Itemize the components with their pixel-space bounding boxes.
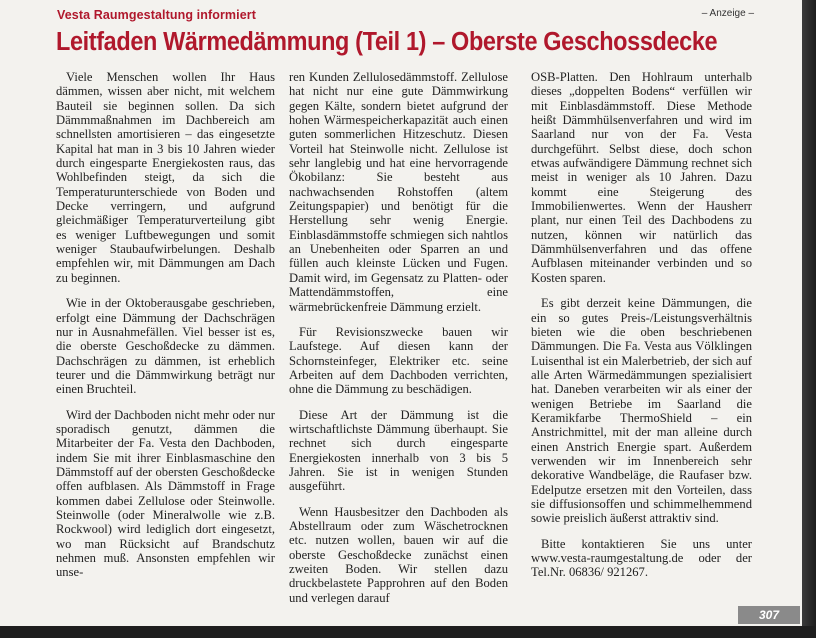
paragraph: Wie in der Oktoberausgabe geschrieben, erfolgt eine Dämmung der Dachschrägen nur in Ausnahmefällen. Viel besser ist es, die oberste Geschoßdecke zu dämmen. Dachschrägen zu dämmen, ist erheblich teurer und die Dämmwirkung beträgt nur einen Bruchteil. [56,296,275,397]
article-title: Leitfaden Wärmedämmung (Teil 1) – Oberste Geschossdecke [56,28,718,56]
paragraph: Bitte kontaktieren Sie uns unter www.vesta-raumgestaltung.de oder der Tel.Nr. 06836/ 921267. [531,536,752,580]
paragraph: Es gibt derzeit keine Dämmungen, die ein so gutes Preis-/Leistungsverhältnis bieten wie die oben beschriebenen Dämmungen. Die Fa. Vesta aus Völklingen Luisenthal ist ein Malerbetrieb, der sich auf alle Arten Wärmedämmungen spezialisiert hat. Daneben verarbeiten wir als einer der wenigen Betriebe im Saarland die Keramikfarbe ThermoShield – ein Anstrichmittel, mit der man alleine durch einen Anstrich Energie spart. Außerdem verwenden wir im Innenbereich sehr dekorative Wandbeläge, die Raufaser bzw. Edelputze ersetzen mit den Vorteilen, dass sie diffusionsoffen und schimmelhemmend sowie preislich äußerst attraktiv sind. [531,296,752,526]
paragraph: Für Revisionszwecke bauen wir Laufstege. Auf diesen kann der Schornsteinfeger, Elektriker etc. seine Arbeiten auf dem Dachboden verrichten, ohne die Dämmung zu beschädigen. [289,324,508,397]
kicker: Vesta Raumgestaltung informiert [57,8,256,22]
paragraph: Wenn Hausbesitzer den Dachboden als Abstellraum oder zum Wäschetrocknen etc. nutzen wollen, bauen wir auf die oberste Geschoßdecke zunächst einen zweiten Boden. Wir stellen dazu druckbelastete Papprohren auf den Boden und verlegen darauf [289,504,508,605]
text-column-1 [56,70,275,591]
paragraph: Viele Menschen wollen Ihr Haus dämmen, wissen aber nicht, mit welchem Bauteil sie beginnen sollen. Da sich Dämmmaßnahmen im Dachbereich am schnellsten amortisieren – das eingesetzte Kapital hat man in 3 bis 10 Jahren wieder durch eingesparte Energiekosten raus, das Wohlbefinden steigt, da sich die Temperaturunterschiede von Boden und Decke verringern, und aufgrund gleichmäßiger Temperaturverteilung gibt es weniger Luftbewegungen und somit weniger Staubaufwirbelungen. Deshalb empfehlen wir, mit Dämmungen am Dach zu beginnen. [56,70,275,285]
text-column-3 [531,70,752,591]
page-edge-shadow [802,0,816,638]
paragraph: OSB-Platten. Den Hohlraum unterhalb dieses „doppelten Bodens“ verfüllen wir mit Einblasdämmstoff. Diese Methode heißt Dämmhülsenverfahren und wird im Saarland nur von der Fa. Vesta durchgeführt. Selbst diese, doch schon etwas aufwändigere Dämmung rechnet sich meist in weniger als 10 Jahren. Dazu kommt eine Steigerung des Immobilienwertes. Wenn der Hausherr plant, nur einen Teil des Dachbodens zu nutzen, können wir natürlich das Dämmhülsenverfahren und das offene Aufblasen miteinander verbinden und so Kosten sparen. [531,70,752,285]
text-column-2 [289,70,508,616]
paragraph: ren Kunden Zellulosedämmstoff. Zellulose hat nicht nur eine gute Dämmwirkung gegen Kälte, sondern bietet aufgrund der hohen Wärmespeicherkapazität auch einen guten sommerlichen Hitzeschutz. Diesen Vorteil hat Steinwolle nicht. Zellulose ist sehr langlebig und hat eine hervorragende Ökobilanz: Sie besteht aus nachwachsenden Rohstoffen (altem Zeitungspapier) und benötigt für die Herstellung sehr wenig Energie. Einblasdämmstoffe schmiegen sich nahtlos an Unebenheiten oder Sparren an und füllen auch kleinste Lücken und Fugen. Damit wird, im Gegensatz zu Platten- oder Mattendämmstoffen, eine wärmebrückenfreie Dämmung erzielt. [289,70,508,314]
paragraph: Wird der Dachboden nicht mehr oder nur sporadisch genutzt, dämmen die Mitarbeiter der Fa. Vesta den Dachboden, indem Sie mit ihrer Einblasmaschine den Dämmstoff auf der obersten Geschoßdecke offen aufblasen. Als Dämmstoff in Frage kommen dabei Zellulose oder Steinwolle. Steinwolle (oder Mineralwolle wie z.B. Rockwool) wird lediglich dort eingesetzt, wo man Rücksicht auf Brandschutz nehmen muß. Ansonsten empfehlen wir unse- [56,407,275,580]
ad-label: – Anzeige – [701,8,754,19]
paragraph: Diese Art der Dämmung ist die wirtschaftlichste Dämmung überhaupt. Sie rechnet sich durch eingesparte Energiekosten innerhalb von 3 bis 5 Jahren. Sie ist in wenigen Stunden ausgeführt. [289,407,508,494]
page-bottom-shadow [0,626,816,638]
page-number: 307 [738,606,800,624]
